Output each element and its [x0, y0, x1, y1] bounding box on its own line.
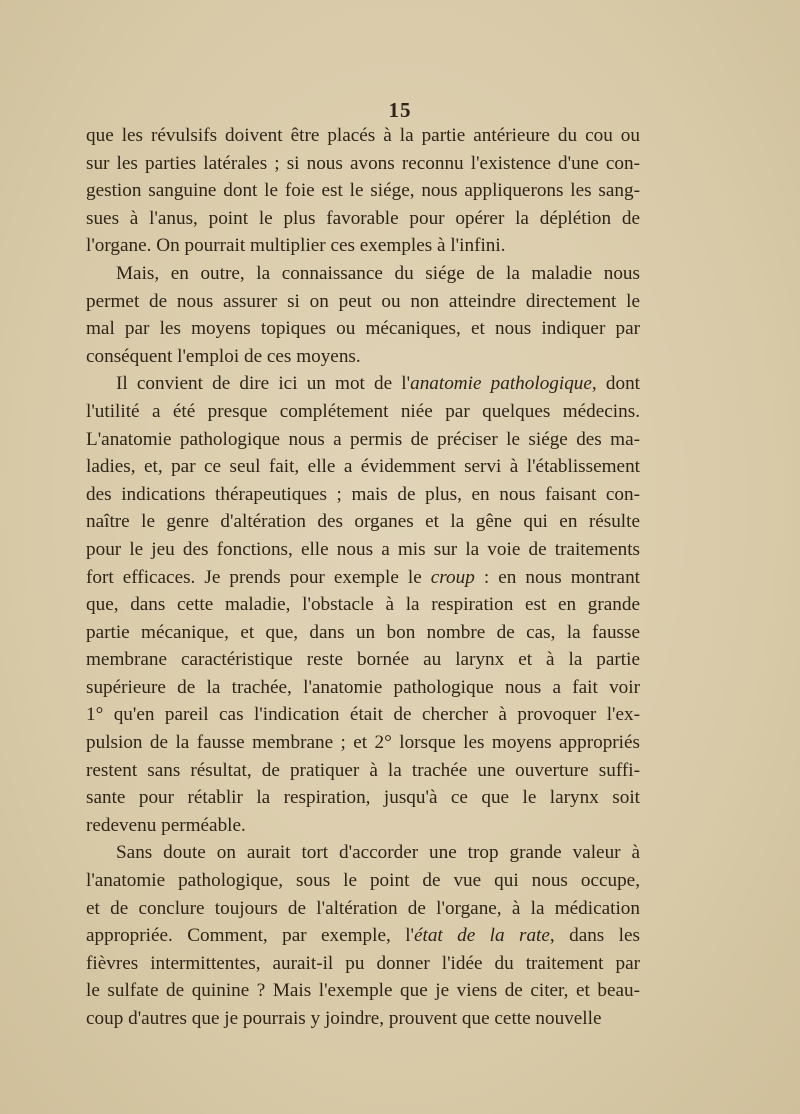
text-run: l'utilité a été presque complétement niée par quelques médecins. — [86, 400, 640, 422]
text-run: redevenu perméable. — [86, 814, 246, 836]
text-run: pour le jeu des fonctions, elle nous a mis sur la voie de traitements — [86, 538, 640, 560]
text-line — [86, 784, 640, 812]
text-line — [86, 508, 640, 536]
text-line — [86, 315, 640, 343]
text-run: 1° qu'en pareil cas l'indication était de chercher à provoquer l'ex- — [86, 704, 640, 726]
text-line — [86, 122, 640, 150]
text-run: fièvres intermittentes, aurait-il pu donner l'idée du traitement par — [86, 952, 640, 974]
text-line — [86, 260, 640, 288]
text-run: pulsion de la fausse membrane ; et 2° lorsque les moyens appropriés — [86, 732, 640, 754]
body-text — [86, 122, 640, 1033]
text-run: que les révulsifs doivent être placés à la partie antérieure du cou ou — [86, 125, 640, 146]
text-run: , dont — [591, 373, 640, 395]
text-line — [86, 205, 640, 233]
text-run: l'anatomie pathologique, sous le point de vue qui nous occupe, — [86, 870, 640, 892]
text-line — [86, 619, 640, 647]
text-run: le sulfate de quinine ? Mais l'exemple que je viens de citer, et beau- — [86, 980, 640, 1002]
text-run: des indications thérapeutiques ; mais de plus, en nous faisant con- — [86, 483, 640, 505]
paragraph — [86, 370, 640, 839]
paragraph — [86, 122, 640, 260]
text-line — [86, 895, 640, 923]
text-line — [86, 370, 640, 398]
text-line — [86, 812, 640, 840]
text-line — [86, 564, 640, 592]
text-run: l'organe. On pourrait multiplier ces exemples à l'infini. — [86, 235, 506, 257]
text-line — [86, 398, 640, 426]
text-line — [86, 839, 640, 867]
text-run: sante pour rétablir la respiration, jusqu'à ce que le larynx soit — [86, 787, 640, 809]
text-run: partie mécanique, et que, dans un bon nombre de cas, la fausse — [86, 621, 640, 643]
italic-term: anatomie pathologique — [410, 373, 592, 395]
text-line — [86, 950, 640, 978]
text-line — [86, 481, 640, 509]
text-run: supérieure de la trachée, l'anatomie pathologique nous a fait voir — [86, 676, 640, 698]
text-line — [86, 150, 640, 178]
text-run: mal par les moyens topiques ou mécaniques, et nous indiquer par — [86, 318, 640, 340]
text-run: membrane caractéristique reste bornée au larynx et à la partie — [86, 649, 640, 671]
text-run: Il convient de dire ici un mot de l' — [116, 373, 411, 395]
text-line — [86, 646, 640, 674]
text-line — [86, 591, 640, 619]
text-run: permet de nous assurer si on peut ou non atteindre directement le — [86, 290, 640, 312]
text-line — [86, 536, 640, 564]
paragraph — [86, 839, 640, 1032]
text-run: : en nous montrant — [474, 566, 640, 588]
italic-term: croup — [430, 566, 475, 588]
text-line — [86, 288, 640, 316]
text-line — [86, 177, 640, 205]
text-line — [86, 922, 640, 950]
text-line — [86, 426, 640, 454]
text-run: fort efficaces. Je prends pour exemple le — [86, 566, 431, 588]
text-run: gestion sanguine dont le foie est le siége, nous appliquerons les sang- — [86, 180, 640, 202]
text-line — [86, 757, 640, 785]
text-run: L'anatomie pathologique nous a permis de préciser le siége des ma- — [86, 428, 640, 450]
text-run: Mais, en outre, la connaissance du siége de la maladie nous — [116, 262, 640, 284]
text-run: coup d'autres que je pourrais y joindre, prouvent que cette nouvelle — [86, 1008, 602, 1029]
text-line — [86, 977, 640, 1005]
page-number: 15 — [388, 98, 412, 122]
text-line — [86, 729, 640, 757]
text-run: que, dans cette maladie, l'obstacle à la respiration est en grande — [86, 594, 640, 616]
text-line — [86, 674, 640, 702]
text-line — [86, 701, 640, 729]
text-run: , dans les — [549, 925, 640, 947]
text-run: Sans doute on aurait tort d'accorder une trop grande valeur à — [116, 842, 640, 864]
text-line — [86, 232, 640, 260]
text-line — [86, 453, 640, 481]
text-run: appropriée. Comment, par exemple, l' — [86, 925, 414, 947]
text-run: conséquent l'emploi de ces moyens. — [86, 345, 361, 367]
text-run: et de conclure toujours de l'altération de l'organe, à la médication — [86, 897, 640, 919]
text-run: restent sans résultat, de pratiquer à la trachée une ouverture suffi- — [86, 759, 640, 781]
text-run: sues à l'anus, point le plus favorable pour opérer la déplétion de — [86, 207, 640, 229]
text-run: ladies, et, par ce seul fait, elle a évidemment servi à l'établissement — [86, 456, 640, 478]
italic-term: état de la rate — [413, 925, 550, 947]
text-run: sur les parties latérales ; si nous avons reconnu l'existence d'une con- — [86, 152, 640, 174]
text-line — [86, 1005, 640, 1033]
text-line — [86, 867, 640, 895]
text-run: naître le genre d'altération des organes et la gêne qui en résulte — [86, 511, 640, 533]
paragraph — [86, 260, 640, 370]
text-line — [86, 343, 640, 371]
